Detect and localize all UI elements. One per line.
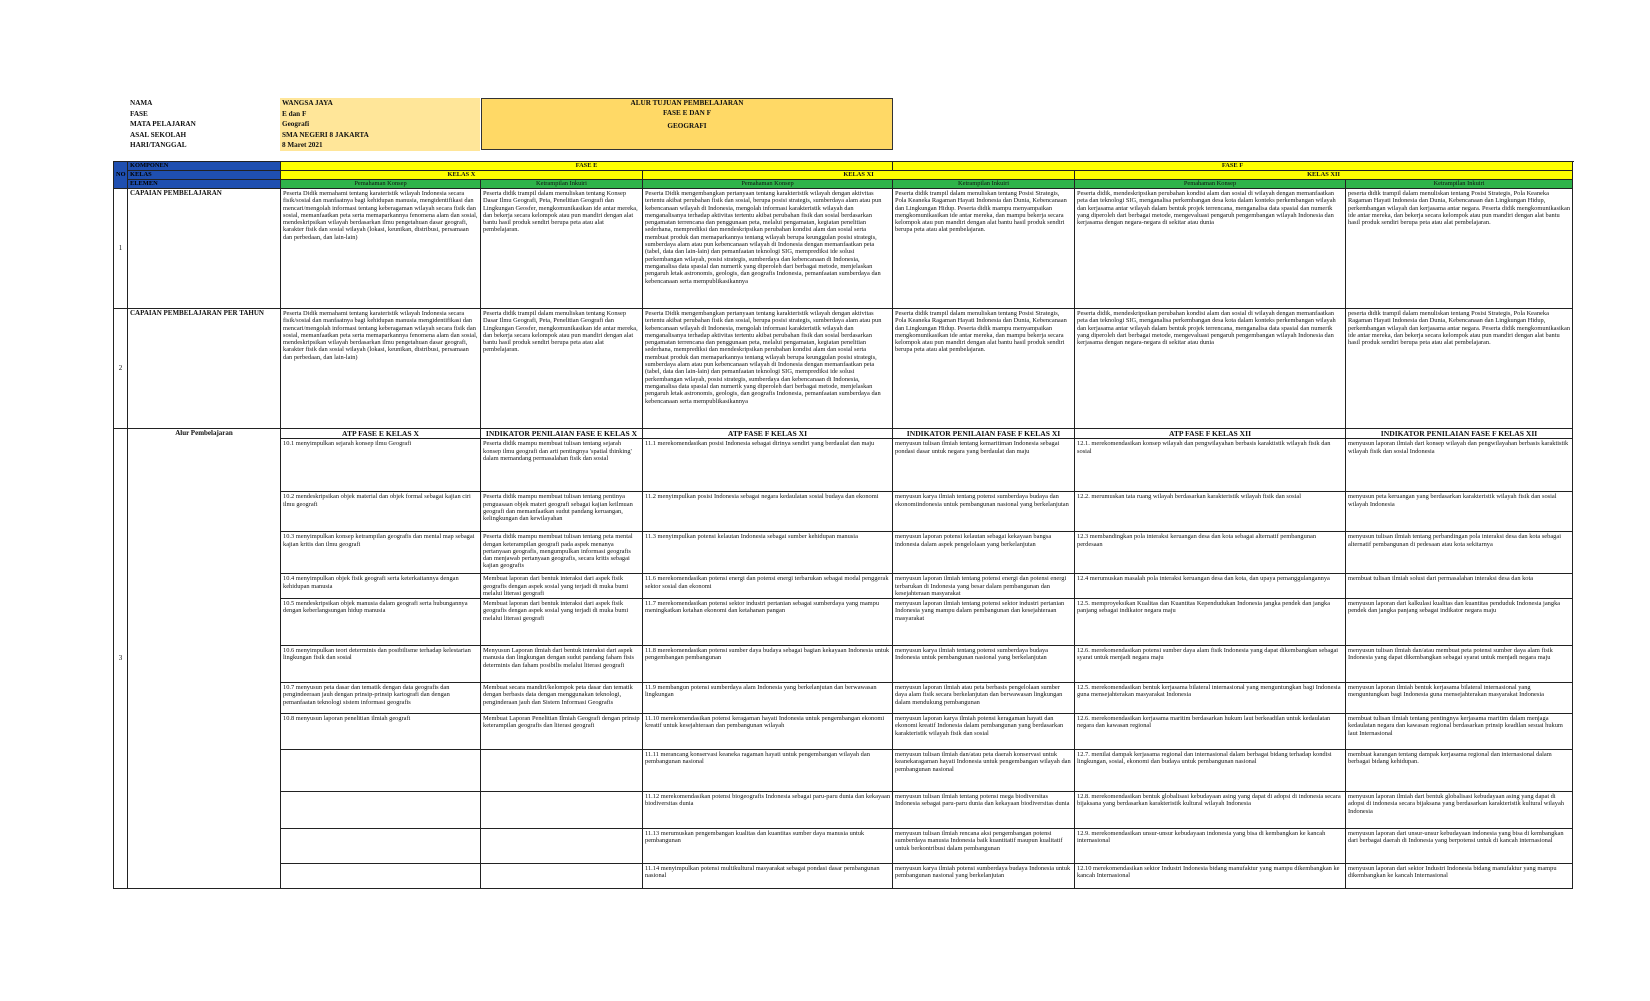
alur-cell: 10.7 menyusun peta dasar dan tematik dengan data geografis dan pengindeeraan jauh dengan prinsip-prinsip kartografi dan dengan pemanfaatan teknologi sistem informasi geografis xyxy=(281,683,481,714)
alur-cell: 11.2 menyimpulkan posisi Indonesia sebagai negara kedaulatan sosial budaya dan ekonomi xyxy=(643,492,893,532)
alur-cell: menyusun tulisan ilmiah dan/atau peta daerah konservasi untuk keanekaragaman hayati Indonesia untuk pengembangan wilayah dan pembangunan nasional xyxy=(893,750,1075,792)
alur-cell: menyusun tulisan ilmiah dan/atau membuat peta potensi sumber daya alam fisik Indonesia yang dapat dikembangkan sebagai syarat untuk menjadi negara maju xyxy=(1346,646,1573,683)
info-value-mapel: Geografi xyxy=(282,120,310,128)
alur-cell: menyusun laporan dari unsur-unsur kebudayaan indonesia yang bisa di kembangkan dari berbagai daerah di Indonesia yang berpotensi untuk di kancah internasional xyxy=(1346,829,1573,864)
alur-cell: menyusun tulisan ilmiah tentang potensi mega biodiversitas Indonesia sebagai paru-paru dunia dan kekayaan biodiversitas dunia xyxy=(893,792,1075,829)
kelas-x-header: KELAS X xyxy=(281,171,643,180)
alur-cell: 12.8. merekomendasikan bentuk globalisasi kebudayaan asing yang dapat di adopsi di indonesia secara bijaksana yang berdasarkan karakteristik kultural wilayah Indonesia xyxy=(1075,792,1346,829)
alur-cell: menyusun laporan dari kalkulasi kualitas dan kuantitas penduduk Indonesia jangka pendek dan jangka panjang sebagai indikator negara maju xyxy=(1346,599,1573,646)
alur-column-header: ATP FASE F KELAS XII xyxy=(1075,429,1346,439)
alur-cell: menyusun tulisan ilmiah tentang perbandingan pola interaksi desa dan kota sebagai alternatif pembangunan di pedesaan atau kota sekitarnya xyxy=(1346,532,1573,574)
cp-cell: Peserta Didik mengembangkan pertanyaan tentang karakteristik wilayah dengan aktivitas tertentu akibat perubahan fisik dan sosial, berupa posisi strategis, sumberdaya alam atau pun kebencanaan wilayah di Indonesia, mengolah informasi karakteristik wilayah dan menganalisanya terhadap aktivitas tertentu akibat perubahan fisik dan sosial berdasarkan pengamatan terrencana dan penggunaan peta, melalui pengamatan, kegiatan penelitian sederhana, memprediksi dan mendeskripsikan perubahan kondisi alam dan sosial serta membuat produk dan memaparkannya tentang wilayah berupa keunggulan posisi strategis, sumberdaya alam atau pun kebencanaan wilayah di Indonesia dengan memanfaatkan peta (tabel, data dan lain-lain) dan pemanfaatan teknologi SIG, memprediksi ide solusi perkembangan wilayah, posisi strategis, sumberdaya dan kebencanaan di Indonesia, menganalisa data spasial dan numerik yang diperoleh dari berbagai metode, menjelaskan pengaruh letak astronomis, geologis, dan geografis Indonesia, pemanfaatan sumberdaya dan kebencanaan serta mempublikasikannya xyxy=(643,189,893,309)
alur-cell: menyusun laporan ilmiah dari bentuk globalisasi kebudayaan asing yang dapat di adopsi di indonesia secara bijaksana yang berdasarkan karakteristik kultural wilayah Indonesia xyxy=(1346,792,1573,829)
alur-cell: menyusun laporan ilmiah dari konsep wilayah dan pengwilayahan berbasis karaktistik wilayah fisik dan sosial Indonesia xyxy=(1346,439,1573,492)
info-value-tanggal: 8 Maret 2021 xyxy=(282,141,323,149)
alur-row xyxy=(114,750,1573,792)
alur-row xyxy=(114,792,1573,829)
alur-row xyxy=(114,532,1573,574)
cp-cell: Peserta Didik mengembangkan pertanyaan tentang karakteristik wilayah dengan aktivitas tertentu akibat perubahan fisik dan sosial, berupa posisi strategis, sumberdaya alam atau pun kebencanaan wilayah di Indonesia, mengolah informasi karakteristik wilayah dan menganalisanya terhadap aktivitas tertentu akibat perubahan fisik dan sosial berdasarkan pengamatan terrencana dan penggunaan peta, melalui pengamatan, kegiatan penelitian sederhana, memprediksi dan mendeskripsikan perubahan kondisi alam dan sosial serta membuat produk dan memaparkannya tentang wilayah berupa keunggulan posisi strategis, sumberdaya alam atau pun kebencanaan wilayah di Indonesia dengan memanfaatkan peta (tabel, data dan lain-lain) dan pemanfaatan teknologi SIG, memprediksi ide solusi perkembangan wilayah, posisi strategis, sumberdaya dan kebencanaan di Indonesia, menganalisa data spasial dan numerik yang diperoleh dari berbagai metode, menjelaskan pengaruh letak astronomis, geologis, dan geografis Indonesia, pemanfaatan sumberdaya dan kebencanaan serta mempublikasikannya xyxy=(643,309,893,429)
elemen-cell: Pemahaman Konsep xyxy=(281,180,481,189)
kelas-xii-header: KELAS XII xyxy=(1075,171,1573,180)
alur-cell: 12.10 merekomendasikan sektor Industri Indonesia bidang manufaktur yang mampu dikembangkan ke kancah Internasional xyxy=(1075,864,1346,889)
alur-cell: Peserta didik mampu membuat tulisan tentang peta mental dengan keterampilan geografi pada aspek menanya pertanyaan geografis, mengumpulkan informasi geografis dan menjawab pertanyaan geografis, secara kritis sebagai kajian geografis xyxy=(481,532,643,574)
row-number: 2 xyxy=(114,309,128,429)
alur-cell: 10.8 menyusun laporan penelitian ilmiah geografi xyxy=(281,714,481,750)
cp-cell: Peserta didik, mendeskripsikan perubahan kondisi alam dan sosial di wilayah dengan memanfaatkan peta dan teknologi SIG, menganalisa perkembangan desa kota dalam konteks perkembangan wilayah dan kerjasama antar wilayah dalam bentuk projek terrencana, menganalisa data spasial dan numerik yang diperoleh dari berbagai metode, mengevaluasi pengaruh pengembangan wilayah Indonesia dan kerjasama dengan negara-negara di sekitar atau dunia xyxy=(1075,309,1346,429)
alur-cell: Peserta didik mampu membuat tulisan tentang sejarah konsep ilmu geografi dan arti pentingnya 'spatial thinking' dalam memandang permasalahan fisik dan sosial xyxy=(481,439,643,492)
info-label: ASAL SEKOLAH xyxy=(130,130,187,139)
elemen-label: ELEMEN xyxy=(128,180,281,189)
alur-cell: 11.1 merekomendasikan posisi Indonesia sebagai dirinya sendiri yang berdaulat dan maju xyxy=(643,439,893,492)
alur-cell: 11.12 merekomendasikan potensi biogeografis Indonesia sebagai paru-paru dunia dan kekayaan biodiversitas dunia xyxy=(643,792,893,829)
alur-cell: menyusun peta keruangan yang berdasarkan karakteristik wilayah fisik dan sosial wilayah Indonesia xyxy=(1346,492,1573,532)
alur-cell xyxy=(281,750,481,792)
alur-cell: menyusun laporan dari sektor Industri Indonesia bidang manufaktur yang mampu dikembangkan ke kancah Internasional xyxy=(1346,864,1573,889)
row-label: CAPAIAN PEMBELAJARAN PER TAHUN xyxy=(128,309,281,429)
alur-cell: 12.6. merekomendasikan potensi sumber daya alam fisik Indonesia yang dapat dikembangkan sebagai syarat untuk menjadi negara maju xyxy=(1075,646,1346,683)
alur-cell: 10.2 mendeskripsikan objek material dan objek formal sebagai kajian ciri ilmu geografi xyxy=(281,492,481,532)
cp-cell: Peserta Didik memahami tentang karateristik wilayah Indonesia secara fisik/sosial dan manfaatnya bagi kehidupan manusia, mengidentifikasi dan mencari/mengolah informasi tentang keberagaman wilayah secara fisik dan sosial, memanfaatkan peta serta memaparkannya fenomena alam dan sosial, mendeskripsikan wilayah berdasarkan ilmu pengetahuan dasar geografi, karakter fisik dan sosial wilayah (lokasi, keunikan, distribusi, persamaan dan perbedaan, dan lain-lain) xyxy=(281,189,481,309)
alur-cell: 10.6 menyimpulkan teori determinis dan posibilisme terhadap kelestarian lingkungan fisik dan sosial xyxy=(281,646,481,683)
alur-row xyxy=(114,864,1573,889)
alur-cell xyxy=(481,829,643,864)
cp-cell: Peserta didik trampil dalam menuliskan tentang Konsep Dasar Ilmu Geografi, Peta, Penelitian Geografi dan Lingkungan Geosfer, mengkomunikasikan ide antar mereka, dan bekerja secara kelompok atau pun mandiri dengan alat bantu hasil produk sendiri berupa peta atau alat pembelajaran. xyxy=(481,309,643,429)
alur-cell xyxy=(481,792,643,829)
alur-cell: membuat tulisan ilmiah solusi dari permasalahan interaksi desa dan kota xyxy=(1346,574,1573,599)
alur-row xyxy=(114,829,1573,864)
elemen-cell: Ketrampilan Inkuiri xyxy=(481,180,643,189)
alur-row xyxy=(114,439,1573,492)
alur-cell: 12.5. memproyeksikan Kualitas dan Kuantitas Kependudukan Indonesia jangka pendek dan jangka panjang sebagai indikator negara maju xyxy=(1075,599,1346,646)
alur-cell: 10.1 menyimpulkan sejarah konsep ilmu Geografi xyxy=(281,439,481,492)
alur-cell: 10.4 menyimpulkan objek fisik geografi serta keterkaitannya dengan kehidupan manusia xyxy=(281,574,481,599)
cp-cell: peserta didik trampil dalam menuliskan tentang Posisi Strategis, Pola Keaneka Ragaman Hayati Indonesia dan Dunia, Kebencanaan dan Lingkungan Hidup, perkembangan wilayah dan kerjasama antar negara. Peserta didik mengkomunikasikan ide antar mereka, dan bekerja secara kelompok atau pun mandiri dengan alat bantu hasil produk sendiri berupa peta atau alat pembelajaran. xyxy=(1346,309,1573,429)
alur-cell: 11.10 merekomendasikan potensi keragaman hayati Indonesia untuk pengembangan ekonomi kreatif untuk kesejahteraan dan pembangunan wilayah xyxy=(643,714,893,750)
alur-cell xyxy=(281,864,481,889)
alur-row xyxy=(114,646,1573,683)
alur-cell: Membuat laporan dari bentuk interaksi dari aspek fisik geografis dengan aspek sosial yang terjadi di muka bumi melalui literasi geografi xyxy=(481,574,643,599)
atp-title-box xyxy=(481,98,893,150)
alur-cell: menyusun karya ilmiah tentang potensi sumberdaya budaya dan ekonomiindonesia untuk pembangunan nasional yang berkelanjutan xyxy=(893,492,1075,532)
alur-cell: Membuat laporan dari bentuk interaksi dari aspek fisik geografis dengan aspek sosial yang terjadi di muka bumi melalui literasi geografi xyxy=(481,599,643,646)
alur-cell: menyusun laporan potensi kelautan sebagai kekayaan bangsa indonesia dalam aspek pengelolaan yang berkelanjutan xyxy=(893,532,1075,574)
alur-row xyxy=(114,492,1573,532)
elemen-cell: Pemahaman Konsep xyxy=(1075,180,1346,189)
alur-row xyxy=(114,683,1573,714)
alur-cell: 11.13 merumuskan pengembangan kualitas dan kuantitas sumber daya manusia untuk pembangunan xyxy=(643,829,893,864)
cp-row xyxy=(114,189,1573,309)
alur-row xyxy=(114,574,1573,599)
alur-cell: menyusun karya ilmiah tentang potensi sumberdaya budaya Indonesia untuk pembangunan nasional yang berkelanjutan xyxy=(893,646,1075,683)
row-number: 3 xyxy=(114,429,128,889)
row-komponen xyxy=(114,162,1573,171)
cp-cell: Peserta didik trampil dalam menuliskan tentang Posisi Strategis, Pola Keaneka Ragaman Hayati Indonesia dan Dunia, Kebencanaan dan Lingkungan Hidup. Peserta didik mampu menyampaikan mengkomunikasikan ide antar mereka, dan mampu bekerja secara kelompok atau pun mandiri dengan alat bantu hasil produk sendiri berupa peta atau alat pembelajaran. xyxy=(893,309,1075,429)
alur-cell: menyusun laporan ilmiah bentuk kerjasama bilateral internasional yang menguntungkan bagi Indonesia guna mensejahterakan masyarakat Indonesia xyxy=(1346,683,1573,714)
info-label: NAMA xyxy=(130,99,153,107)
alur-cell: menyusun laporan ilmiah tentang potensi sektor industri pertanian Indonesia yang mampu dalam pembangunan dan kesejahteraan masyarakat xyxy=(893,599,1075,646)
alur-cell: 12.3 membandingkan pola interaksi keruangan desa dan kota sebagai alternatif pembangunan perdesaan xyxy=(1075,532,1346,574)
atp-title: ALUR TUJUAN PEMBELAJARAN xyxy=(630,99,744,107)
alur-cell: 10.5 mendeskripsikan objek manusia dalam geografi serta hubungannya dengan keberlangsungan hidup manusia xyxy=(281,599,481,646)
atp-table xyxy=(113,161,1573,889)
alur-cell: 11.3 menyimpulkan potensi kelautan Indonesia sebagai sumber kehidupan manusia xyxy=(643,532,893,574)
atp-subject: GEOGRAFI xyxy=(667,122,707,130)
alur-cell xyxy=(481,750,643,792)
alur-cell: 11.9 membangun potensi sumberdaya alam Indonesia yang berkelanjutan dan berwawasan lingkungan xyxy=(643,683,893,714)
alur-column-header: INDIKATOR PENILAIAN FASE F KELAS XI xyxy=(893,429,1075,439)
alur-cell xyxy=(281,829,481,864)
no-header: NO xyxy=(114,162,128,189)
row-kelas xyxy=(114,171,1573,180)
alur-cell: 11.11 merancang konservasi keaneka ragaman hayati untuk pengembangan wilayah dan pembangunan nasional xyxy=(643,750,893,792)
alur-cell: menyusun laporan ilmiah atau peta berbasis pengelolaan sumber daya alam fisik secara berkelanjutan dan berwawasan lingkungan dalam mendukung pembangunan xyxy=(893,683,1075,714)
cp-cell: Peserta didik trampil dalam menuliskan tentang Konsep Dasar Ilmu Geografi, Peta, Penelitian Geografi dan Lingkungan Geosfer, mengkomunikasikan ide antar mereka, dan bekerja secara kelompok atau pun mandiri dengan alat bantu hasil produk sendiri berupa peta atau alat pembelajaran. xyxy=(481,189,643,309)
alur-cell: 11.6 merekomendasikan potensi energi dan potensi energi terbarukan sebagai modal penggerak sektor sosial dan ekonomi xyxy=(643,574,893,599)
alur-cell xyxy=(281,792,481,829)
alur-cell: 11.7 merekomendasikan potensi sektor industri pertanian sebagai sumberdaya yang mampu meningkatkan ketahan ekonomi dan ketahanan pangan xyxy=(643,599,893,646)
alur-cell: 12.2. merumuskan tata ruang wilayah berdasarkan karakteristik wilayah fisik dan sosial xyxy=(1075,492,1346,532)
alur-cell xyxy=(481,864,643,889)
cp-cell: Peserta didik, mendeskripsikan perubahan kondisi alam dan sosial di wilayah dengan memanfaatkan peta dan teknologi SIG, menganalisa perkembangan desa kota dalam konteks perkembangan wilayah dan kerjasama antar wilayah dalam bentuk projek terrencana, menganalisa data spasial dan numerik yang diperoleh dari berbagai metode, mengevaluasi pengaruh pengembangan wilayah Indonesia dan kerjasama dengan negara-negara di sekitar atau dunia xyxy=(1075,189,1346,309)
cp-cell: Peserta didik trampil dalam menuliskan tentang Posisi Strategis, Pola Keaneka Ragaman Hayati Indonesia dan Dunia, Kebencanaan dan Lingkungan Hidup. Peserta didik mampu menyampaikan mengkomunikasikan ide antar mereka, dan mampu bekerja secara kelompok atau pun mandiri dengan alat bantu hasil produk sendiri berupa peta atau alat pembelajaran. xyxy=(893,189,1075,309)
alur-cell: 11.8 merekomendasikan potensi sumber daya budaya sebagai bagian kekayaan Indonesia untuk pengembangan pembangunan xyxy=(643,646,893,683)
cp-cell: peserta didik trampil dalam menuliskan tentang Posisi Strategis, Pola Keaneka Ragaman Hayati Indonesia dan Dunia, Kebencanaan dan Lingkungan Hidup, perkembangan wilayah dan kerjasama antar negara. Peserta didik mengkomunikasikan ide antar mereka, dan bekerja secara kelompok atau pun mandiri dengan alat bantu hasil produk sendiri berupa peta atau alat pembelajaran. xyxy=(1346,189,1573,309)
alur-column-header: INDIKATOR PENILAIAN FASE E KELAS X xyxy=(481,429,643,439)
kelas-label: KELAS xyxy=(128,171,281,180)
alur-cell: menyusun laporan karya ilmiah potensi keragaman hayati dan ekonomi kreatif Indonesia dalam pembangunan yang berdasarkan karakteristik wilayah fisik dan sosial xyxy=(893,714,1075,750)
elemen-cell: Ketrampilan Inkuiri xyxy=(893,180,1075,189)
elemen-cell: Ketrampilan Inkuiri xyxy=(1346,180,1573,189)
row-number: 1 xyxy=(114,189,128,309)
alur-cell: menyusun tulisan ilmiah tentang kemaritiman Indonesia sebagai pondasi dasar untuk negara yang berdaulat dan maju xyxy=(893,439,1075,492)
alur-cell: menyusun tulisan ilmiah rencana aksi pengembangan potensi sumberdaya manusia Indonesia baik kuantitatif maupun kualitatif untuk berkontribusi dalam pembangunan xyxy=(893,829,1075,864)
row-label: CAPAIAN PEMBELAJARAN xyxy=(128,189,281,309)
alur-cell: Membuat Laporan Penelitian Ilmiah Geografi dengan prinsip keterampilan geografis dan literasi geografi xyxy=(481,714,643,750)
info-values xyxy=(280,98,480,151)
alur-cell: 12.4 merumuskan masalah pola interaksi keruangan desa dan kota, dan upaya pemanggulangannya xyxy=(1075,574,1346,599)
alur-column-header: ATP FASE F KELAS XI xyxy=(643,429,893,439)
alur-cell: 12.6. merekomendasikan kerjasama maritim berdasarkan hukum laut berkeadilan untuk kedaulatan negara dan kawasan regional xyxy=(1075,714,1346,750)
info-value-sekolah: SMA NEGERI 8 JAKARTA xyxy=(282,130,369,139)
info-value-fase: E dan F xyxy=(282,109,307,118)
info-value-nama: WANGSA JAYA xyxy=(282,99,333,107)
elemen-cell: Pemahaman Konsep xyxy=(643,180,893,189)
info-label: MATA PELAJARAN xyxy=(130,120,196,128)
alur-header-row xyxy=(114,429,1573,439)
alur-cell: 12.7. menilai dampak kerjasama regional dan internasional dalam berbagai bidang terhadap kondisi lingkungan, sosial, ekonomi dan budaya untuk pembangunan nasional xyxy=(1075,750,1346,792)
alur-row xyxy=(114,714,1573,750)
fase-e-header: FASE E xyxy=(281,162,893,171)
alur-cell: menyusun laporan ilmiah tentang potensi energi dan potensi energi terbarukan di Indonesia yang besar dalam pembangunan dan kesejahteraan masyarakat xyxy=(893,574,1075,599)
alur-cell: 12.1. merekomendasikan konsep wilayah dan pengwilayahan berbasis karaktistik wilayah fisik dan sosial xyxy=(1075,439,1346,492)
alur-cell: 12.5. merekomendasikan bentuk kerjasama bilateral internasional yang menguntungkan bagi Indonesia guna mensejahterakan masyarakat Indonesia xyxy=(1075,683,1346,714)
kelas-xi-header: KELAS XI xyxy=(643,171,1075,180)
fase-f-header: FASE F xyxy=(893,162,1573,171)
alur-cell: membuat karangan tentang dampak kerjasama regional dan internasional dalam berbagai bidang kehidupan. xyxy=(1346,750,1573,792)
alur-cell: Menyusun Laporan ilmiah dari bentuk interaksi dari aspek manusia dan lingkungan dengan sudut pandang faham fisis determinis dan faham posibilis melalui literasi geografi xyxy=(481,646,643,683)
cp-cell: Peserta Didik memahami tentang karateristik wilayah Indonesia secara fisik/sosial dan manfaatnya bagi kehidupan manusia mengidentifikasi dan mencari/mengolah informasi tentang keberagaman wilayah secara fisik dan sosial, memanfaatkan peta serta memaparkannya fenomena alam dan sosial, mendeskripsikan wilayah berdasarkan ilmu pengetahuan dasar geografi, karakter fisik dan sosial wilayah (lokasi, keunikan, distribusi, persamaan dan perbedaan, dan lain-lain) xyxy=(281,309,481,429)
alur-cell: Peserta didik mampu membuat tulisan tentang pentinya penguasaan objek materi geografi sebagai kajian keilmuan geografi dan memanfaatkan sudut pandang keruangan, kelingkungan dan kewilayahan xyxy=(481,492,643,532)
alur-column-header: INDIKATOR PENILAIAN FASE F KELAS XII xyxy=(1346,429,1573,439)
alur-cell: 11.14 menyimpulkan potensi multikultural masyarakat sebagai pondasi dasar pembangunan nasional xyxy=(643,864,893,889)
info-label: FASE xyxy=(130,109,148,118)
cp-row xyxy=(114,309,1573,429)
alur-row xyxy=(114,599,1573,646)
info-label: HARI/TANGGAL xyxy=(130,141,187,149)
alur-label: Alur Pembelajaran xyxy=(128,429,281,889)
komponen-label: KOMPONEN xyxy=(128,162,281,171)
row-elemen xyxy=(114,180,1573,189)
atp-fase: FASE E DAN F xyxy=(663,109,711,117)
alur-column-header: ATP FASE E KELAS X xyxy=(281,429,481,439)
alur-cell: Membuat secara mandiri/kelompok peta dasar dan tematik dengan berbasis data dengan menggunakan teknologi, penginderaan jauh dan Sistem Informasi Geografis xyxy=(481,683,643,714)
alur-cell: 12.9. merekomendasikan unsur-unsur kebudayaan indonesia yang bisa di kembangkan ke kancah internasional xyxy=(1075,829,1346,864)
info-labels xyxy=(130,98,270,151)
alur-cell: 10.3 menyimpulkan konsep ketrampilan geografis dan mental map sebagai kajian kritis dan ilmu geografi xyxy=(281,532,481,574)
alur-cell: membuat tulisan ilmiah tentang pentingnya kerjasama maritim dalam menjaga kedaulatan negara dan kawasan regional berdasarkan prinsip keadilan sesuai hukum laut Internasional xyxy=(1346,714,1573,750)
alur-cell: menyusun karya ilmiah potensi sumberdaya budaya Indonesia untuk pembangunan nasional yang berkelanjutan xyxy=(893,864,1075,889)
